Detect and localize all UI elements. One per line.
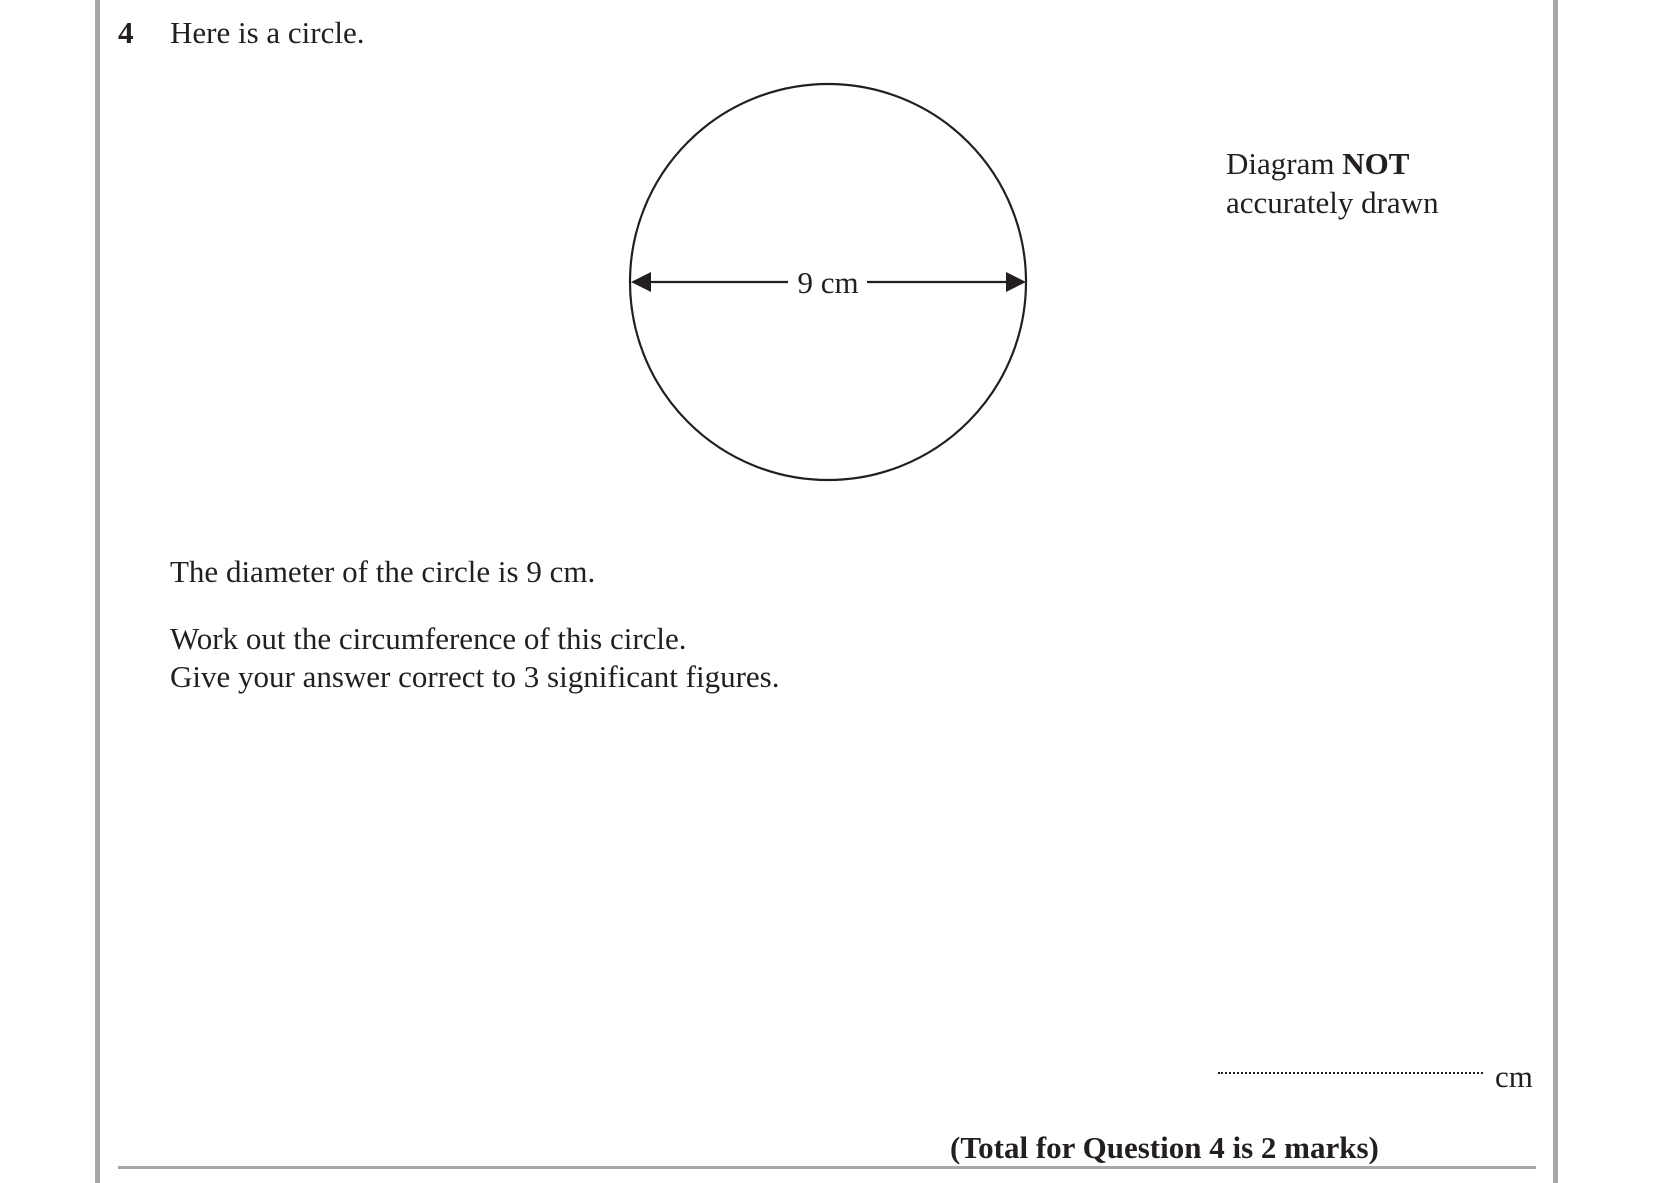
question-intro: Here is a circle.: [170, 15, 365, 50]
diameter-label: 9 cm: [797, 265, 859, 300]
instruction-line-2: Give your answer correct to 3 significant figures.: [170, 659, 780, 694]
diagram-note-line2: accurately drawn: [1226, 185, 1439, 220]
question-total: (Total for Question 4 is 2 marks): [950, 1130, 1379, 1165]
arrowhead-left: [631, 272, 651, 292]
diameter-statement: The diameter of the circle is 9 cm.: [170, 554, 596, 589]
diagram-note-prefix: Diagram: [1226, 146, 1343, 181]
answer-unit: cm: [1495, 1059, 1533, 1094]
bottom-rule: [118, 1166, 1536, 1169]
diagram-note-bold: NOT: [1342, 146, 1410, 181]
instruction-line-1: Work out the circumference of this circle.: [170, 621, 687, 656]
answer-line[interactable]: [1218, 1072, 1483, 1074]
diagram-note: [1226, 144, 1439, 222]
arrowhead-right: [1006, 272, 1026, 292]
question-number: 4: [118, 15, 134, 50]
